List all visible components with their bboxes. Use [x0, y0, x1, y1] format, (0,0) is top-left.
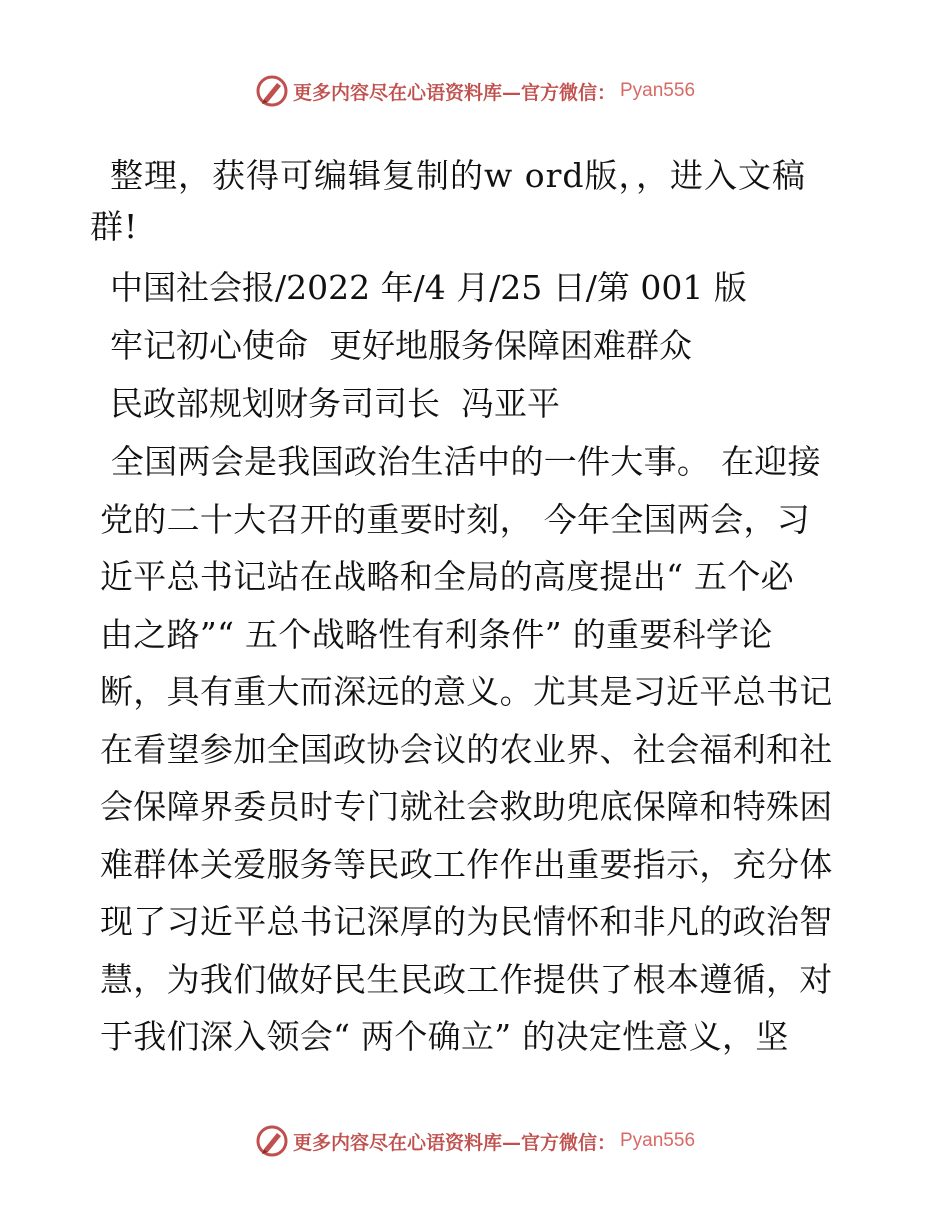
body-text-line: 慧，为我们做好民生民政工作提供了根本遵循，对 — [100, 959, 833, 999]
intro-text — [90, 150, 860, 252]
article-headline: 牢记初心使命 更好地服务保障困难群众 — [110, 326, 692, 365]
body-text-line: 于我们深入领会“ 两个确立” 的决定性意义，坚 — [100, 1017, 789, 1056]
watermark-wechat-id: Pyan556 — [620, 80, 696, 101]
watermark-text: 更多内容尽在心语资料库—官方微信： — [292, 1131, 616, 1154]
body-text-line: 现了习近平总书记深厚的为民情怀和非凡的政治智 — [100, 902, 833, 941]
article-author: 民政部规划财务司司长 冯亚平 — [110, 384, 560, 423]
pen-circle-logo-icon — [255, 74, 289, 108]
body-text-line: 难群体关爱服务等民政工作作出重要指示，充分体 — [100, 844, 833, 884]
body-text-line: 会保障界委员时专门就社会救助兜底保障和特殊困 — [100, 787, 833, 826]
pen-circle-logo-icon — [255, 1124, 289, 1158]
intro-line-2: 群! — [90, 207, 139, 246]
body-text-line: 在看望参加全国政协会议的农业界、社会福利和社 — [100, 729, 833, 769]
body-text-line: 由之路”“ 五个战略性有利条件” 的重要科学论 — [100, 614, 773, 654]
watermark-wechat-id: Pyan556 — [620, 1130, 696, 1151]
body-text-line: 断，具有重大而深远的意义。尤其是习近平总书记 — [100, 672, 833, 711]
source-line: 中国社会报/2022 年/4 月/25 日/第 001 版 — [110, 268, 747, 307]
header-watermark — [0, 71, 950, 111]
document-body — [90, 117, 860, 1066]
intro-line-1: 整理，获得可编辑复制的w ord版，，进入文稿 — [110, 156, 807, 195]
body-text-line: 党的二十大召开的重要时刻， 今年全国两会，习 — [100, 499, 811, 539]
body-text-line: 近平总书记站在战略和全局的高度提出“ 五个必 — [100, 557, 794, 596]
article-paragraph — [100, 433, 860, 1066]
watermark-text: 更多内容尽在心语资料库—官方微信： — [292, 81, 616, 104]
body-text-line: 全国两会是我国政治生活中的一件大事。 在迎接 — [100, 442, 821, 481]
footer-watermark — [0, 1121, 950, 1161]
